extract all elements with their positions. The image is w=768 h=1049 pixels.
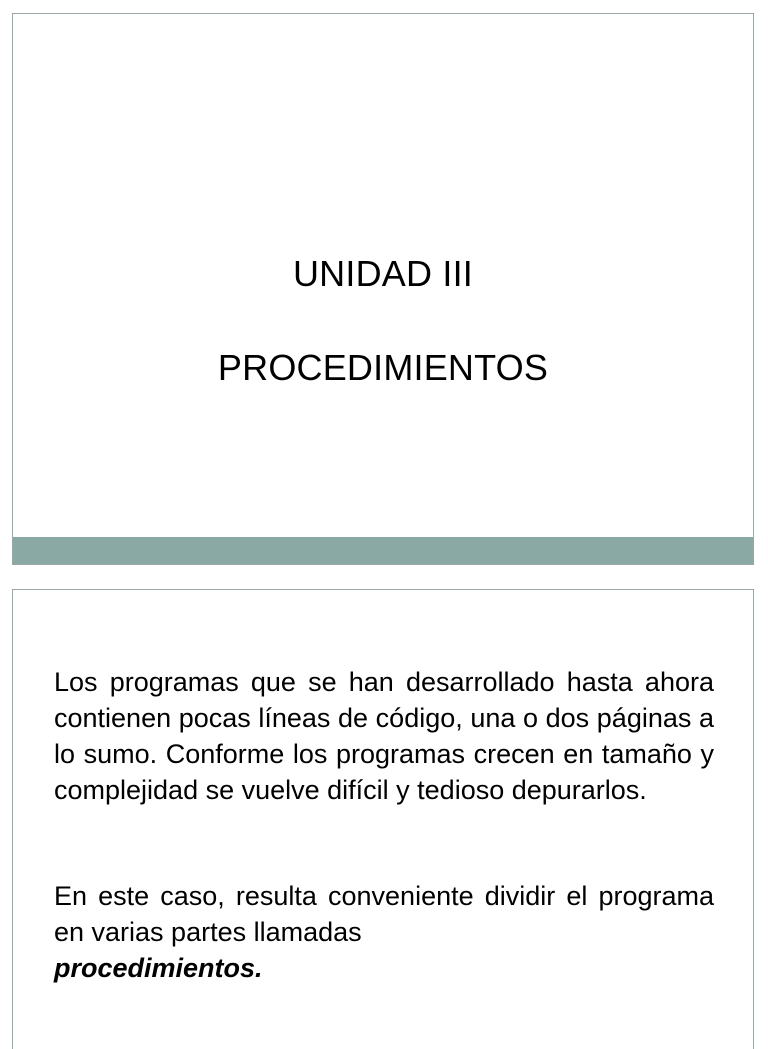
title-slide (12, 13, 754, 565)
topic-title: PROCEDIMIENTOS (217, 347, 549, 388)
conclusion-text: En este caso, resulta conveniente dividir el programa en varias partes llamadas (54, 881, 714, 947)
conclusion-paragraph (54, 878, 714, 986)
content-slide (12, 589, 754, 1049)
slide-accent-bar (13, 537, 753, 564)
emphasized-term: procedimientos. (54, 953, 263, 983)
intro-paragraph: Los programas que se han desarrollado hasta ahora contienen pocas líneas de código, una o dos páginas a lo sumo. Conforme los programas crecen en tamaño y complejidad se vuelve difícil y tedioso depurarlos. (54, 667, 714, 805)
unit-title: UNIDAD III (292, 253, 473, 294)
